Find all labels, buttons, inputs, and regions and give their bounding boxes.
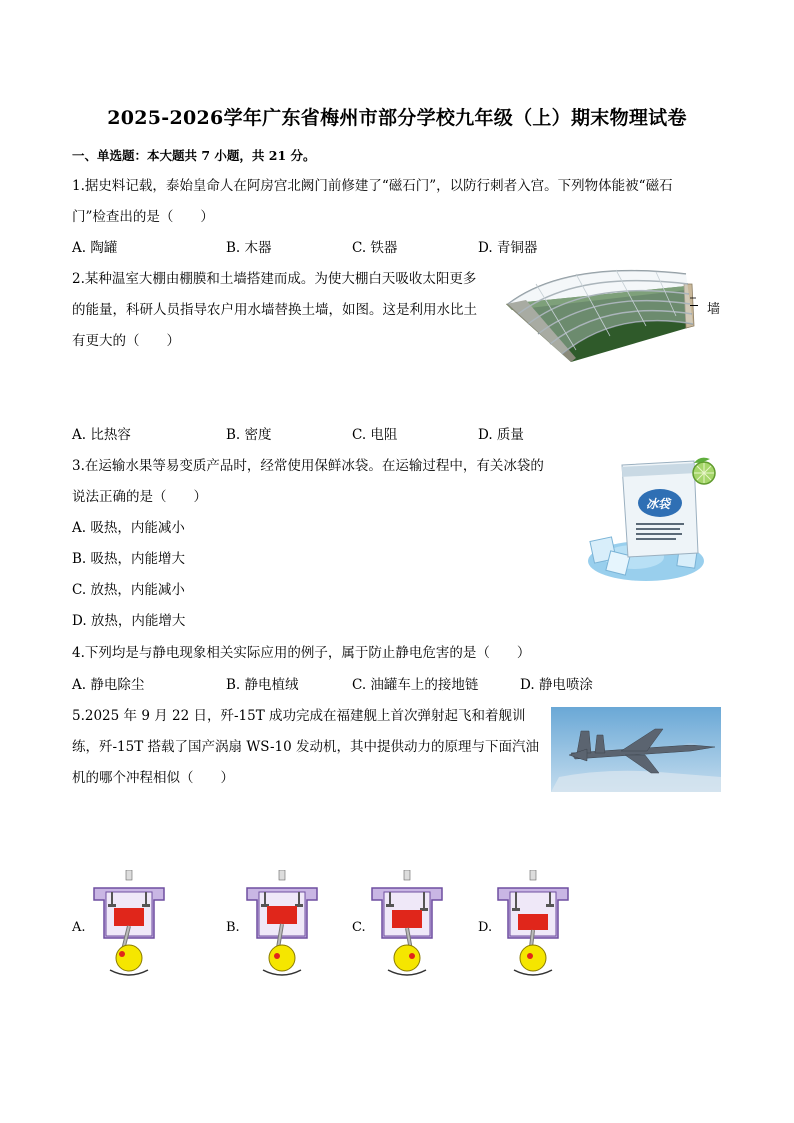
q1-stem-line1: 1.据史料记载，泰始皇命人在阿房宫北阙门前修建了“磁石门”，以防行刺者入宫。下列物体能被“磁石 — [72, 178, 673, 194]
greenhouse-figure — [506, 266, 696, 362]
q1-option-d[interactable]: D. 青铜器 — [478, 240, 538, 256]
q5-stem-line3: 机的哪个冲程相似（ ） — [72, 770, 234, 786]
q4-option-b[interactable]: B. 静电植绒 — [226, 677, 299, 693]
page-title: 2025-2026学年广东省梅州市部分学校九年级（上）期末物理试卷 — [107, 107, 687, 129]
q5-stem-line1: 5.2025 年 9 月 22 日，歼-15T 成功完成在福建舰上首次弹射起飞和着舰训 — [72, 708, 526, 724]
q2-option-b[interactable]: B. 密度 — [226, 427, 272, 443]
q5-option-d-label[interactable]: D. — [478, 920, 493, 935]
jet-figure — [551, 707, 721, 792]
q2-stem-line2: 的能量，科研人员指导农户用水墙替换土墙，如图。这是利用水比土 — [72, 302, 477, 318]
engine-diagram-a[interactable] — [90, 870, 168, 982]
q3-option-a[interactable]: A. 吸热，内能减小 — [72, 520, 185, 536]
wall-label: 墙 — [707, 302, 721, 317]
q3-option-c[interactable]: C. 放热，内能减小 — [72, 582, 185, 598]
q4-option-a[interactable]: A. 静电除尘 — [72, 677, 145, 693]
engine-diagram-d[interactable] — [494, 870, 572, 982]
wall-pointer-line — [690, 305, 698, 306]
q4-option-c[interactable]: C. 油罐车上的接地链 — [352, 677, 479, 693]
q4-stem-line1: 4.下列均是与静电现象相关实际应用的例子，属于防止静电危害的是（ ） — [72, 645, 531, 661]
q2-option-a[interactable]: A. 比热容 — [72, 427, 131, 443]
q3-stem-line1: 3.在运输水果等易变质产品时，经常使用保鲜冰袋。在运输过程中，有关冰袋的 — [72, 458, 544, 474]
q3-stem-line2: 说法正确的是（ ） — [72, 489, 207, 505]
q5-option-a-label[interactable]: A. — [72, 920, 86, 935]
q2-option-d[interactable]: D. 质量 — [478, 427, 524, 443]
q4-option-d[interactable]: D. 静电喷涂 — [520, 677, 593, 693]
q5-option-b-label[interactable]: B. — [226, 920, 240, 935]
engine-diagram-c[interactable] — [368, 870, 446, 982]
q2-stem-line1: 2.某种温室大棚由棚膜和土墙搭建而成。为使大棚白天吸收太阳更多 — [72, 271, 477, 287]
q3-option-b[interactable]: B. 吸热，内能增大 — [72, 551, 186, 567]
q3-option-d[interactable]: D. 放热，内能增大 — [72, 613, 186, 629]
q2-stem-line3: 有更大的（ ） — [72, 333, 180, 349]
q1-option-a[interactable]: A. 陶罐 — [72, 240, 118, 256]
q1-stem-line2: 门”检查出的是（ ） — [72, 209, 214, 225]
section-heading: 一、单选题：本大题共 7 小题，共 21 分。 — [72, 148, 316, 163]
q1-option-c[interactable]: C. 铁器 — [352, 240, 398, 256]
q5-stem-line2: 练，歼-15T 搭载了国产涡扇 WS-10 发动机，其中提供动力的原理与下面汽油 — [72, 739, 539, 755]
engine-diagram-b[interactable] — [243, 870, 321, 982]
q2-option-c[interactable]: C. 电阻 — [352, 427, 398, 443]
q5-option-c-label[interactable]: C. — [352, 920, 366, 935]
q1-option-b[interactable]: B. 木器 — [226, 240, 272, 256]
ice-bag-text: 冰袋 — [646, 497, 671, 511]
ice-bag-figure — [586, 457, 718, 589]
